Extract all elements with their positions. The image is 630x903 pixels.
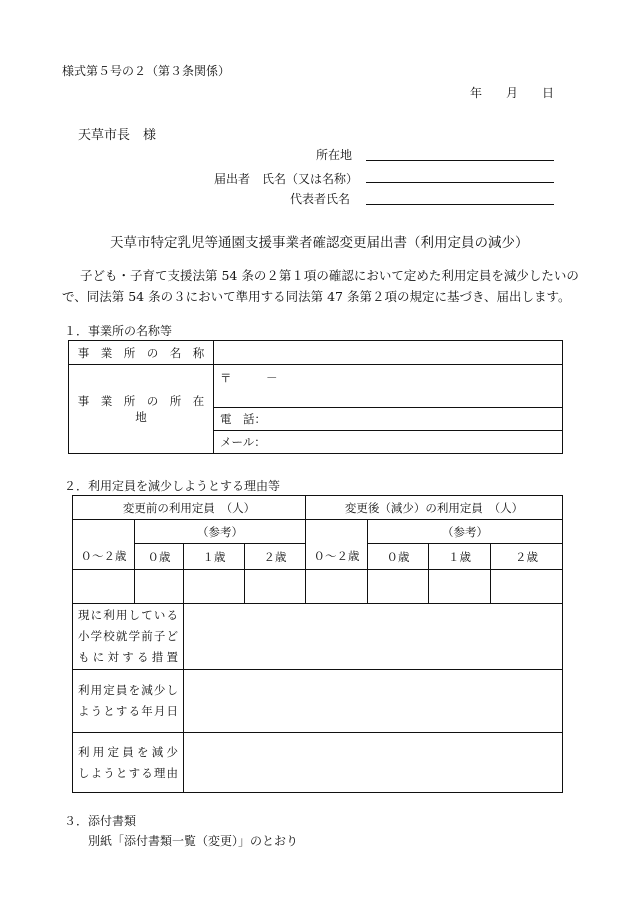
- after-value-1[interactable]: [429, 570, 491, 604]
- reduction-date-label: [73, 670, 184, 733]
- body-line-1: 子ども・子育て支援法第 54 条の２第１項の確認において定めた利用定員を減少したいの: [80, 268, 579, 283]
- after-reference-label: （参考）: [368, 520, 563, 544]
- after-age-0: ０歳: [368, 544, 429, 570]
- facility-address-label: 事 業 所 の 所 在 地: [69, 365, 214, 454]
- before-reference-label: （参考）: [135, 520, 306, 544]
- section2-heading: ２．利用定員を減少しようとする理由等: [64, 479, 281, 493]
- before-age-0: ０歳: [135, 544, 184, 570]
- before-total-head: [73, 520, 135, 544]
- reason-label-line-2: しようとする理由: [78, 765, 178, 780]
- attachments-text: 別紙「添付書類一覧（変更）」のとおり: [88, 834, 299, 848]
- addressee: 天草市長 様: [78, 128, 157, 143]
- postal-cell[interactable]: 〒 －: [214, 365, 563, 408]
- location-label: 所在地: [316, 148, 353, 162]
- measures-label-line-3: もに対する措置: [78, 650, 178, 664]
- before-age-2: ２歳: [245, 544, 306, 570]
- facility-name-label: 事 業 所 の 名 称: [69, 341, 214, 365]
- rep-field[interactable]: [366, 204, 554, 205]
- body-line-2: で、同法第 54 条の３において準用する同法第 47 条第２項の規定に基づき、届出します。: [62, 289, 571, 304]
- after-value-0[interactable]: [368, 570, 429, 604]
- date-day: 日: [542, 86, 555, 100]
- location-field[interactable]: [366, 160, 554, 161]
- reason-label-line-1: 利用定員を減少: [78, 744, 178, 759]
- after-age-0-2: ０～２歳: [306, 544, 368, 570]
- before-capacity-header: 変更前の利用定員 （人）: [73, 496, 306, 520]
- date-month: 月: [506, 86, 519, 100]
- name-field[interactable]: [366, 182, 554, 183]
- section1-heading: １．事業所の名称等: [64, 324, 173, 338]
- current-children-measures-label: [73, 604, 184, 670]
- reduction-date-cell[interactable]: [184, 670, 563, 733]
- email-cell[interactable]: メール：: [214, 431, 563, 454]
- after-age-2: ２歳: [491, 544, 563, 570]
- form-id: 様式第５号の２（第３条関係）: [62, 64, 231, 78]
- measures-label-line-2: 小学校就学前子ど: [78, 629, 178, 643]
- measures-label-line-1: 現に利用している: [78, 608, 178, 622]
- name-label: 氏名（又は名称）: [262, 172, 359, 186]
- facility-name-cell[interactable]: [214, 341, 563, 365]
- before-value-0[interactable]: [135, 570, 184, 604]
- reduction-reason-cell[interactable]: [184, 733, 563, 793]
- notifier-group-label: 届出者: [214, 172, 251, 186]
- before-value-2[interactable]: [245, 570, 306, 604]
- after-total-head: [306, 520, 368, 544]
- before-age-0-2: ０～２歳: [73, 544, 135, 570]
- phone-cell[interactable]: 電 話：: [214, 408, 563, 431]
- page-title: 天草市特定乳児等通園支援事業者確認変更届出書（利用定員の減少）: [110, 235, 529, 251]
- after-capacity-header: 変更後（減少）の利用定員 （人）: [306, 496, 563, 520]
- after-value-0-2[interactable]: [306, 570, 368, 604]
- date-year: 年: [470, 86, 483, 100]
- after-age-1: １歳: [429, 544, 491, 570]
- date-label-line-1: 利用定員を減少し: [78, 683, 178, 697]
- section3-heading: ３．添付書類: [64, 814, 137, 828]
- capacity-table: [72, 495, 563, 793]
- rep-label: 代表者氏名: [290, 192, 351, 206]
- reduction-reason-label: [73, 733, 184, 793]
- after-value-2[interactable]: [491, 570, 563, 604]
- before-age-1: １歳: [184, 544, 245, 570]
- date-label-line-2: ようとする年月日: [78, 704, 178, 718]
- before-value-0-2[interactable]: [73, 570, 135, 604]
- facility-table: [68, 340, 563, 454]
- before-value-1[interactable]: [184, 570, 245, 604]
- current-children-measures-cell[interactable]: [184, 604, 563, 670]
